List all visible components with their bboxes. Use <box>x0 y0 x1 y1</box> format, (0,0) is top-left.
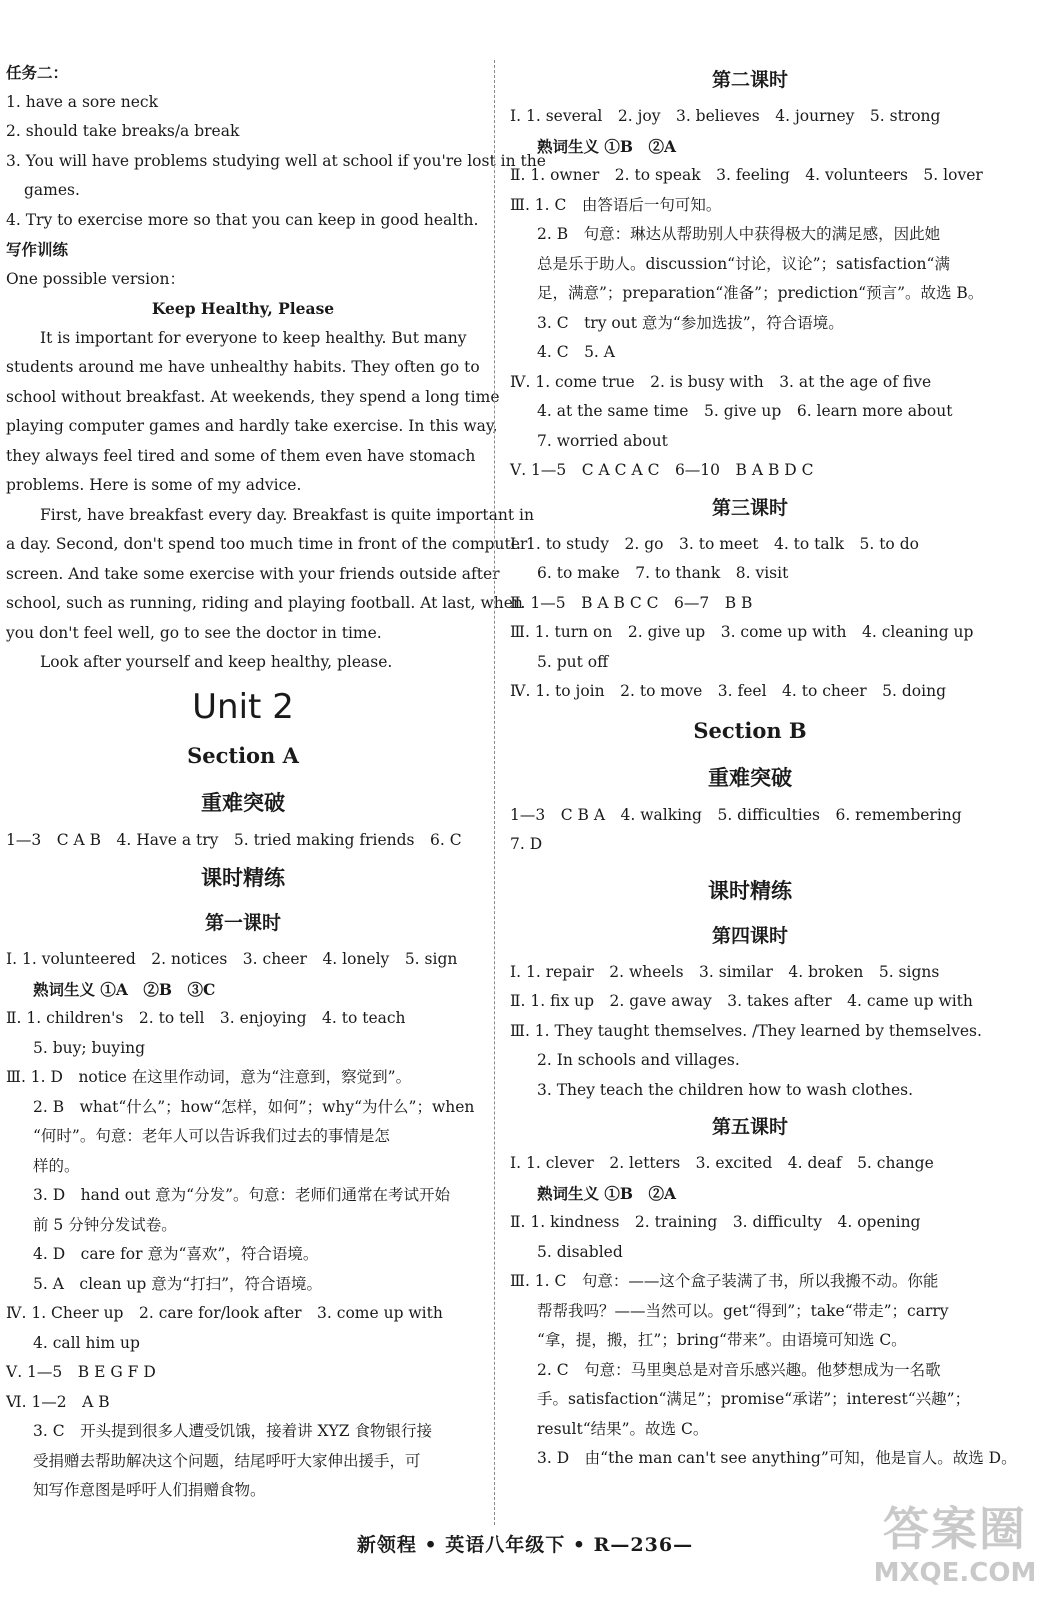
text-line: 足，满意”；preparation“准备”；prediction“预言”。故选 B。 <box>537 284 984 302</box>
text-line: 3. C 开头提到很多人遭受饥饿，接着讲 XYZ 食物银行接 <box>33 1422 432 1440</box>
text-line: 受捐赠去帮助解决这个问题，结尾呼吁大家伸出援手，可 <box>33 1451 421 1470</box>
text-line: Ⅱ. 1. owner 2. to speak 3. feeling 4. volunteers 5. lover <box>510 166 983 184</box>
text-line: Ⅲ. 1. C 由答语后一句可知。 <box>510 195 722 214</box>
text-line: you don't feel well, go to see the doctor in time. <box>6 623 382 642</box>
text-line: students around me have unhealthy habits. They often go to <box>6 358 480 376</box>
text-line: 1—3 C B A 4. walking 5. difficulties 6. remembering <box>510 805 962 824</box>
text-line: First, have breakfast every day. Breakfast is quite important in <box>40 505 534 524</box>
text-line: Ⅲ. 1. D notice 在这里作动词，意为“注意到，察觉到”。 <box>6 1068 412 1086</box>
text-line: 3. You will have problems studying well at school if you're lost in the <box>6 151 546 170</box>
text-line: Ⅰ. 1. repair 2. wheels 3. similar 4. broken 5. signs <box>510 962 940 981</box>
text-line: It is important for everyone to keep healthy. But many <box>40 328 467 347</box>
text-line: 3. D 由“the man can't see anything”可知，他是盲人。故选 D。 <box>537 1449 1017 1467</box>
text-line: Look after yourself and keep healthy, please. <box>40 653 393 671</box>
text-line: 重难突破 <box>708 764 792 790</box>
text-line: 2. C 句意：马里奥总是对音乐感兴趣。他梦想成为一名歌 <box>537 1360 941 1379</box>
text-line: they always feel tired and some of them even have stomach <box>6 446 476 465</box>
text-line: 1—3 C A B 4. Have a try 5. tried making friends 6. C <box>6 830 462 849</box>
text-line: 2. In schools and villages. <box>537 1051 740 1069</box>
text-line: Ⅰ. 1. several 2. joy 3. believes 4. journey 5. strong <box>510 107 941 125</box>
text-line: Ⅱ. 1. fix up 2. gave away 3. takes after 4. came up with <box>510 992 973 1010</box>
column-divider <box>494 60 495 1525</box>
text-line: 6. to make 7. to thank 8. visit <box>537 564 789 582</box>
text-line: 手。satisfaction“满足”；promise“承诺”；interest“兴趣”； <box>537 1390 971 1408</box>
text-line: 熟词生义 ①A ②B ③C <box>33 979 216 999</box>
text-line: Ⅴ. 1—5 C A C A C 6—10 B A B D C <box>510 461 814 479</box>
text-line: games. <box>24 181 80 199</box>
text-line: 任务二： <box>6 63 69 82</box>
text-line: Ⅳ. 1. come true 2. is busy with 3. at the age of five <box>510 372 932 391</box>
text-line: 5. disabled <box>537 1242 623 1261</box>
text-line: 2. B what“什么”；how“怎样，如何”；why“为什么”；when <box>33 1097 475 1116</box>
text-line: Ⅲ. 1. turn on 2. give up 3. come up with 4. cleaning up <box>510 623 974 641</box>
watermark-logo-text: 答案圈 <box>883 1502 1027 1556</box>
text-line: 1. have a sore neck <box>6 92 158 111</box>
text-line: 3. C try out 意为“参加选拔”，符合语境。 <box>537 313 844 332</box>
text-line: 2. B 句意：琳达从帮助别人中获得极大的满足感，因此她 <box>537 225 941 243</box>
text-line: Ⅱ. 1. kindness 2. training 3. difficulty 4. opening <box>510 1213 921 1231</box>
text-line: Ⅲ. 1. They taught themselves. /They learned by themselves. <box>510 1021 982 1040</box>
text-line: 7. worried about <box>537 431 668 450</box>
text-line: playing computer games and hardly take exercise. In this way, <box>6 417 498 435</box>
text-line: Ⅰ. 1. clever 2. letters 3. excited 4. deaf 5. change <box>510 1154 934 1172</box>
text-line: 样的。 <box>33 1156 80 1175</box>
text-line: Unit 2 <box>192 686 294 727</box>
text-line: school, such as running, riding and playing football. At last, when <box>6 594 523 612</box>
text-line: 3. D hand out 意为“分发”。句意：老师们通常在考试开始 <box>33 1186 451 1204</box>
text-line: 前 5 分钟分发试卷。 <box>33 1215 177 1234</box>
text-line: Ⅰ. 1. to study 2. go 3. to meet 4. to talk 5. to do <box>510 534 919 553</box>
text-line: 第一课时 <box>204 912 281 934</box>
page-footer: 新领程 • 英语八年级下 • R—236— <box>356 1534 694 1556</box>
text-line: school without breakfast. At weekends, they spend a long time <box>6 387 500 406</box>
text-line: 熟词生义 ①B ②A <box>537 1183 677 1203</box>
text-line: 4. at the same time 5. give up 6. learn more about <box>537 402 953 420</box>
text-line: Ⅱ. 1—5 B A B C C 6—7 B B <box>510 593 753 612</box>
text-line: 3. They teach the children how to wash clothes. <box>537 1080 914 1099</box>
text-line: 第四课时 <box>711 924 788 947</box>
watermark-url: MXQE.COM <box>873 1558 1037 1588</box>
text-line: Ⅴ. 1—5 B E G F D <box>6 1363 156 1381</box>
text-line: problems. Here is some of my advice. <box>6 476 302 494</box>
text-line: result“结果”。故选 C。 <box>537 1419 709 1438</box>
text-line: Ⅵ. 1—2 A B <box>6 1392 110 1411</box>
text-line: Ⅲ. 1. C 句意：——这个盒子装满了书，所以我搬不动。你能 <box>510 1272 939 1290</box>
text-line: “何时”。句意：老年人可以告诉我们过去的事情是怎 <box>33 1127 390 1145</box>
text-line: 4. D care for 意为“喜欢”，符合语境。 <box>33 1245 319 1263</box>
watermark-logo <box>870 1500 1040 1595</box>
text-line: 帮帮我吗？——当然可以。get“得到”；take“带走”；carry <box>537 1301 949 1320</box>
right-column <box>510 58 1017 1474</box>
text-line: 课时精练 <box>708 877 792 903</box>
text-line: a day. Second, don't spend too much time in front of the computer <box>6 535 528 553</box>
text-line: “拿，提，搬，扛”；bring“带来”。由语境可知选 C。 <box>537 1331 907 1349</box>
text-line: 4. Try to exercise more so that you can keep in good health. <box>6 210 479 229</box>
text-line: screen. And take some exercise with your friends outside after <box>6 564 500 583</box>
text-line: 第二课时 <box>711 69 788 91</box>
text-line: 7. D <box>510 835 543 853</box>
text-line: 总是乐于助人。discussion“讨论，议论”；satisfaction“满 <box>537 254 950 273</box>
text-line: 5. buy; buying <box>33 1038 146 1057</box>
text-line: Ⅰ. 1. volunteered 2. notices 3. cheer 4. lonely 5. sign <box>6 950 458 968</box>
text-line: Ⅳ. 1. Cheer up 2. care for/look after 3. come up with <box>6 1304 443 1322</box>
text-line: 第三课时 <box>711 496 788 519</box>
text-line: 5. A clean up 意为“打扫”，符合语境。 <box>33 1274 323 1293</box>
text-line: One possible version： <box>6 269 185 288</box>
text-line: 知写作意图是呼吁人们捐赠食物。 <box>33 1481 266 1499</box>
text-line: Ⅱ. 1. children's 2. to tell 3. enjoying 4. to teach <box>6 1009 406 1027</box>
text-line: Keep Healthy, Please <box>151 299 335 318</box>
text-line: 2. should take breaks/a break <box>6 122 240 140</box>
text-line: 重难突破 <box>201 789 285 815</box>
text-line: 写作训练 <box>6 240 69 259</box>
text-line: 5. put off <box>537 652 609 671</box>
text-line: Ⅳ. 1. to join 2. to move 3. feel 4. to cheer 5. doing <box>510 682 946 700</box>
text-line: Section B <box>693 717 807 743</box>
text-line: 课时精练 <box>201 865 285 890</box>
text-line: 第五课时 <box>711 1116 788 1138</box>
text-line: 4. call him up <box>33 1333 140 1352</box>
text-line: 4. C 5. A <box>537 343 615 361</box>
text-line: Section A <box>187 742 299 768</box>
text-line: 熟词生义 ①B ②A <box>537 136 677 156</box>
